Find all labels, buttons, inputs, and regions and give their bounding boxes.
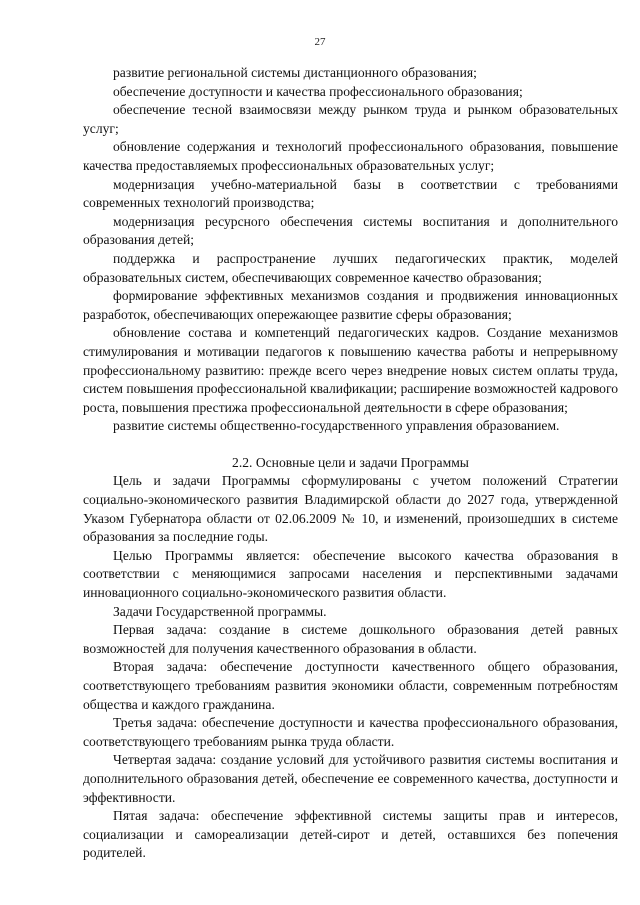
paragraph: развитие системы общественно-государственного управления образованием. [113,418,560,434]
paragraph: Пятая задача: обеспечение эффективной системы защиты прав и интересов, социализации и самореализации детей-сирот и детей, оставшихся без попечения родителей. [83,808,618,861]
paragraph: Третья задача: обеспечение доступности и качества профессионального образования, соответствующего требованиям рынка труда области. [83,715,618,749]
paragraph: Задачи Государственной программы. [113,603,327,619]
paragraph: модернизация учебно-материальной базы в соответствии с требованиями современных технологий производства; [83,176,618,211]
paragraph: развитие региональной системы дистанционного образования; [113,65,477,80]
paragraph: обновление содержания и технологий профессионального образования, повышение качества предоставляемых профессиональных образовательных услуг; [83,139,618,173]
paragraph: обновление состава и компетенций педагогических кадров. Создание механизмов стимулирования и мотивации педагогов к повышению качества работы и непрерывному профессиональному развитию: прежде всего через внедрение новых систем оплаты труда, систем повышения профессиональной квалификации; расширение возможностей кадрового роста, повышения престижа профессиональной деятельности в сфере образования; [83,325,618,415]
paragraph: Четвертая задача: создание условий для устойчивого развития системы воспитания и дополнительного образования детей, обеспечение ее современного качества, доступности и эффективности. [83,752,618,805]
paragraph: формирование эффективных механизмов создания и продвижения инновационных разработок, обеспечивающих опережающее развитие сферы образования; [83,288,618,322]
paragraph: Вторая задача: обеспечение доступности качественного общего образования, соответствующего требованиям развития экономики области, современным потребностям общества и каждого гражданина. [83,659,618,712]
paragraph: Цель и задачи Программы сформулированы с учетом положений Стратегии социально-экономического развития Владимирской области до 2027 года, утвержденной Указом Губернатора области от 02.06.2009 № 10, и изменений, произошедших в системе образования за последние годы. [83,473,618,545]
paragraph: поддержка и распространение лучших педагогических практик, моделей образовательных систем, обеспечивающих современное качество образования; [83,250,618,285]
section-heading: 2.2. Основные цели и задачи Программы [232,454,469,470]
document-body [83,64,618,863]
paragraph: Первая задача: создание в системе дошкольного образования детей равных возможностей для получения качественного образования в области. [83,622,618,656]
paragraph: Целью Программы является: обеспечение высокого качества образования в соответствии с меняющимися запросами населения и перспективными задачами инновационного социально-экономического развития области. [83,547,618,601]
paragraph: обеспечение тесной взаимосвязи между рынком труда и рынком образовательных услуг; [83,102,618,136]
paragraph: обеспечение доступности и качества профессионального образования; [113,83,523,99]
page-number: 27 [314,36,326,48]
paragraph: модернизация ресурсного обеспечения системы воспитания и дополнительного образования детей; [83,213,618,248]
